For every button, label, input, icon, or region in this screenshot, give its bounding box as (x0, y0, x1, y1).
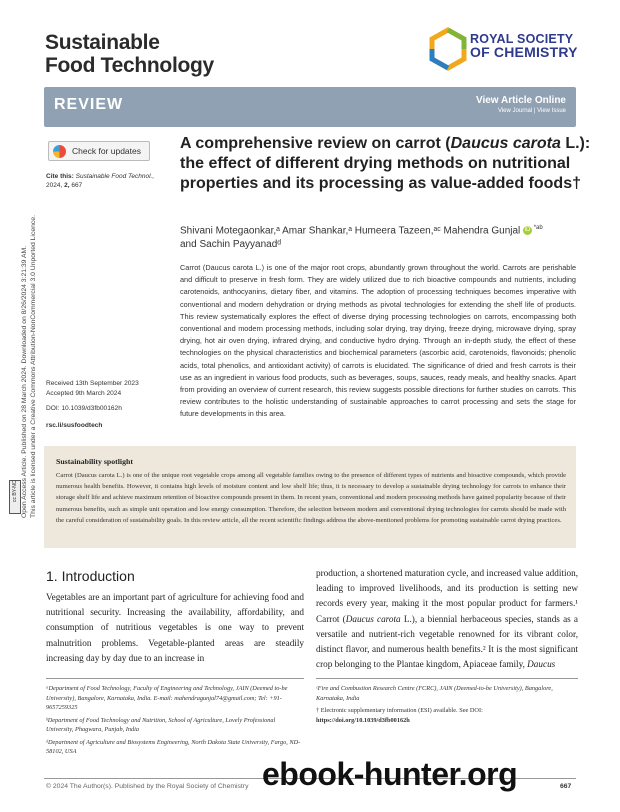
spotlight-body: Carrot (Daucus carota L.) is one of the unique root vegetable crops among all vegetable families owing to the presence of different types of nutrients and bioactive compounds, which provide numerous health benefits. However, it contains high levels of moisture content and low shelf life; thus, it is necessary to develop a sustainable drying technology for carrots to enhance their storage shelf life and achieve maximum retention of bioactive compounds present in them. In recent years, conventional and modern processing methods have gained popularity because of their numerous benefits, such as simple unit operation and low energy consumption. Therefore, the selection between modern and conventional drying technologies for carrots should be made with the careful consideration of sustainability goals. In this review article, all the recent scientific findings address the above-mentioned problems for promoting sustainable carrot drying practices. (56, 472, 566, 524)
footer-copyright: © 2024 The Author(s). Published by the Royal Society of Chemistry (46, 783, 249, 790)
citation-block (46, 172, 171, 190)
journal-title-line1: Sustainable (45, 31, 160, 54)
view-article-online-link[interactable]: View Article Online (475, 95, 566, 106)
footnote-affil-b: ᵇDepartment of Food Technology and Nutrition, School of Agriculture, Lovely Professional University, Phagwara, Punjab, India (46, 716, 276, 733)
cite-volume: 2, (64, 182, 70, 189)
page-number: 667 (560, 783, 572, 790)
cite-year: 2024, (46, 182, 63, 189)
footnote-divider-left (46, 678, 304, 679)
cite-page: 667 (71, 182, 83, 189)
publisher-name (470, 33, 578, 59)
license-line1: Open Access Article. Published on 28 March 2024. Downloaded on 8/26/2024 3:21:39 AM. (21, 245, 28, 518)
article-type-banner (44, 87, 576, 127)
view-online-block (476, 95, 566, 114)
footnotes-right (316, 684, 578, 728)
footnote-divider-right (316, 678, 578, 679)
check-for-updates-button[interactable] (48, 141, 150, 161)
received-date: Received 13th September 2023 (46, 380, 139, 387)
publisher-line1: ROYAL SOCIETY (470, 32, 574, 46)
received-dates (46, 379, 171, 398)
body-text-right: production, a shortened maturation cycle, and increased value addition, leading to improved livelihoods, and its production is setting new records every year, making it the most popular product for farmers.¹ Carrot (Daucus carota L.), a biennial herbaceous species, stands as a versatile and nutrient-rich vegetable renowned for its vibrant color, distinct flavor, and numerous health benefits.² It is the most significant crop belonging to the Plantae kingdom, Apiaceae family, Daucus (316, 568, 579, 670)
license-text (20, 215, 38, 518)
article-type-label: REVIEW (54, 96, 124, 113)
footnote-affil-a: ᵃDepartment of Food Technology, Faculty of Engineering and Technology, JAIN (Deemed to-be University), Bangalore, Karnataka, India. E-mail: mahendragunjal74@gmail.com; Tel: +91-9657259325 (46, 685, 288, 711)
rsc-hexagon-icon (428, 27, 468, 73)
journal-short-link[interactable]: rsc.li/susfoodtech (46, 422, 103, 429)
authors-line2: and Sachin Payyanadᵈ (180, 239, 282, 251)
author-affil-marks: *ab (532, 225, 543, 231)
footnote-affil-d: ᵈDepartment of Agriculture and Biosystems Engineering, North Dakota State University, Fargo, ND-58102, USA (46, 738, 301, 755)
body-text-left: Vegetables are an important part of agriculture for achieving food and nutritional security. Increasing the availability, affordability, and consumption of nutritious vegetables is one way to prevent malnutrition problems. Vegetable-planted areas are steadily increasing day by day due to an increase in (46, 592, 304, 663)
check-for-updates-label: Check for updates (72, 146, 141, 156)
rsc-logo[interactable] (428, 27, 468, 78)
cc-license-badge[interactable]: cc BY-NC (9, 480, 21, 514)
accepted-date: Accepted 9th March 2024 (46, 389, 122, 397)
doi-text[interactable]: DOI: 10.1039/d3fb00162h (46, 405, 122, 412)
esi-doi-link[interactable]: https://doi.org/10.1039/d3fb00162h (316, 716, 410, 724)
publisher-line2: OF CHEMISTRY (470, 44, 578, 60)
footnote-esi: † Electronic supplementary information (ESI) available. See DOI: https://doi.org/10.1039/d3fb00162h (316, 707, 483, 724)
authors-line1: Shivani Motegaonkar,ᵃ Amar Shankar,ᵃ Humeera Tazeen,ᵃᶜ Mahendra Gunjal (180, 225, 521, 237)
footnote-affil-c: ᶜFire and Combustion Research Centre (FCRC), JAIN (Deemed-to-be University), Bangalore, Karnataka, India (316, 685, 553, 702)
license-line2[interactable]: This article is licensed under a Creative Commons Attribution-NonCommercial 3.0 Unported Licence. (30, 215, 37, 518)
section-heading-introduction: 1. Introduction (46, 568, 135, 584)
side-license-strip (0, 100, 40, 520)
orcid-icon[interactable]: iD (524, 227, 531, 234)
cite-journal: Sustainable Food Technol., (75, 173, 155, 180)
cite-label: Cite this: (46, 173, 74, 180)
watermark: ebook-hunter.org (262, 756, 518, 792)
abstract: Carrot (Daucus carota L.) is one of the major root crops, abundantly grown throughout the world. Carrots are perishable and difficult to preserve in fresh form. They are widely utilized due to rich bioactive compounds and nutrients, including carotenoids, anthocyanins, dietary fiber, and vitamins. The adoption of processing techniques becomes imperative with conventional and modern dehydration or drying methods as pivotal technologies for extending the shelf life of products. This review systematically explores the effect of diverse drying processing technologies on carrots, encompassing both conventional and modern processing methods, including solar drying, tray drying, freeze drying, microwave drying, spray drying, hot air oven drying, infrared drying, and conductive hydro drying. Through an in-depth study, the effect of these technologies on the physical characteristics and biochemical parameters (ascorbic acid, carotenoids, flavonoids; phenolic acids, total phenolics, and antioxidant activity) of carrots is elucidated. The significance of dried and fresh carrots is their use as an ingredient in various food products, such as beverages, soups, sauces, ready meals, and healthy snacks. Apart from providing an overview of current research, this review suggests possible directions for further studies on carrots. This review contributes to the holistic understanding of sustainable approaches to carrot processing and sets the stage for future developments in this area. (180, 263, 576, 419)
journal-title (45, 31, 214, 77)
spotlight-title: Sustainability spotlight (56, 457, 133, 466)
view-journal-issue-links[interactable]: View Journal | View Issue (497, 108, 566, 114)
footnotes-left (46, 684, 304, 760)
article-title: A comprehensive review on carrot (Daucus carota L.): the effect of different drying methods on nutritional properties and its processing as value-added foods† (180, 135, 591, 192)
sustainability-spotlight-box (44, 446, 576, 548)
author-list (180, 221, 580, 252)
crossmark-icon (53, 145, 66, 158)
journal-title-line2: Food Technology (45, 54, 214, 77)
